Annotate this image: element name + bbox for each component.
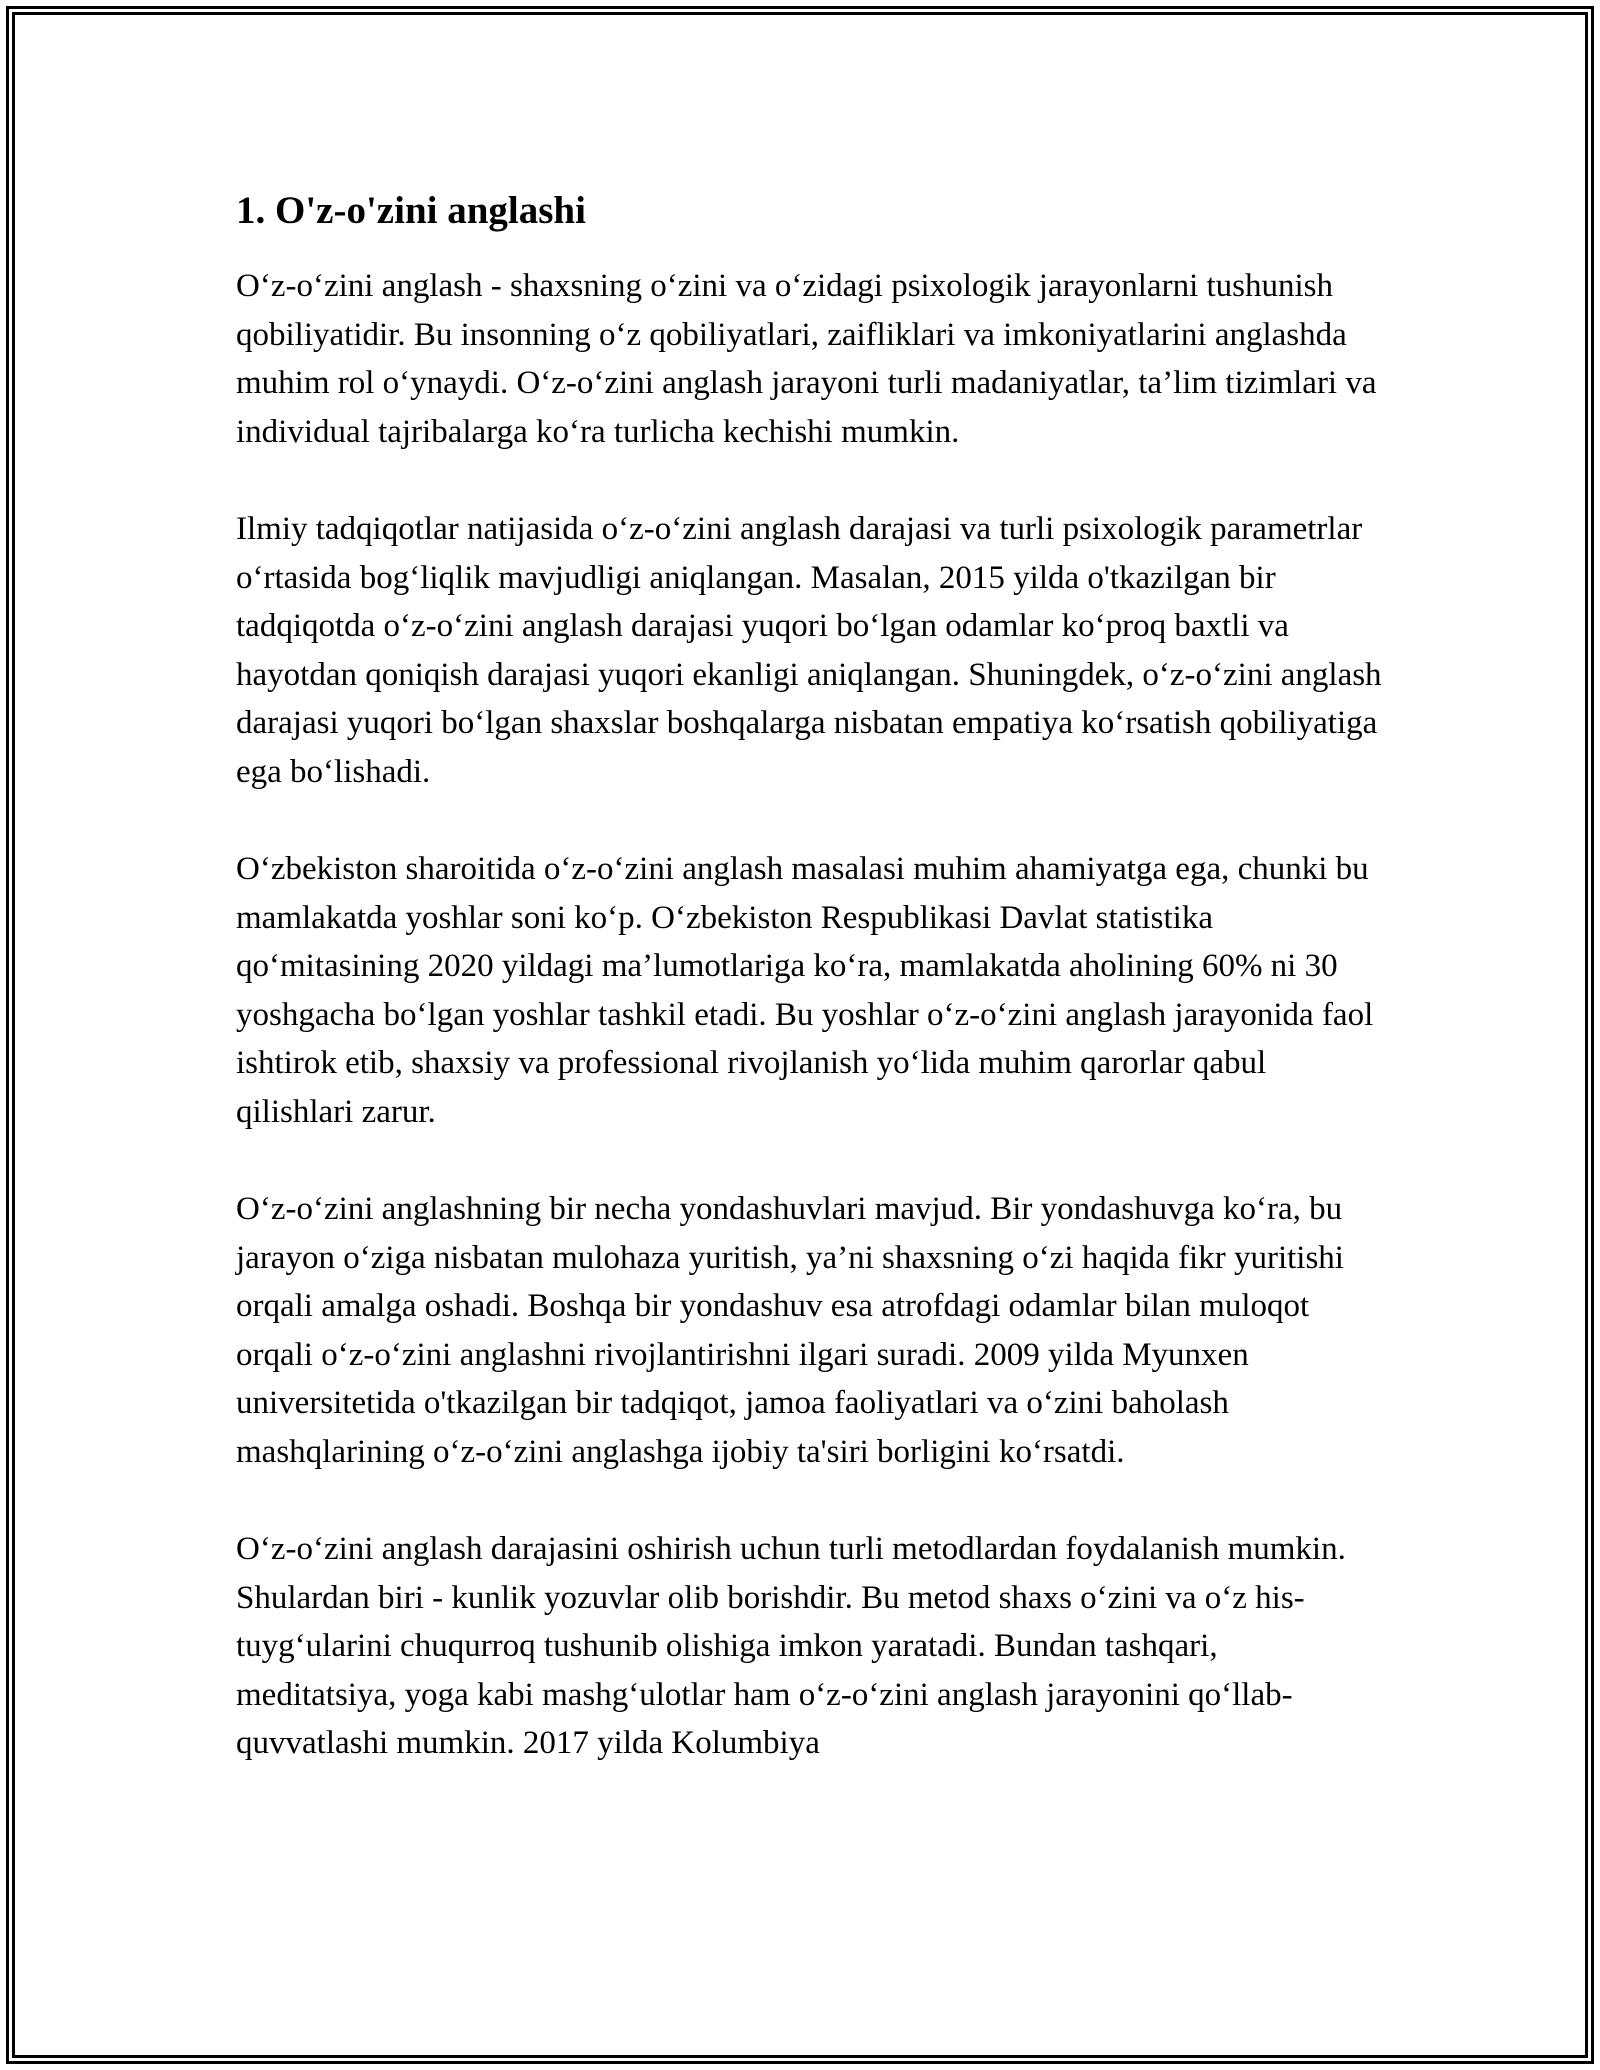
paragraph-5: O‘z-o‘zini anglash darajasini oshirish uchun turli metodlardan foydalanish mumkin. Shulardan biri - kunlik yozuvlar olib borishdir. Bu metod shaxs o‘zini va o‘z his-tuyg‘ularini chuqurroq tushunib olishiga imkon yaratadi. Bundan tashqari, meditatsiya, yoga kabi mashg‘ulotlar ham o‘z-o‘zini anglash jarayonini qo‘llab-quvvatlashi mumkin. 2017 yilda Kolumbiya	[236, 1531, 1346, 1761]
paragraph-1: O‘z-o‘zini anglash - shaxsning o‘zini va o‘zidagi psixologik jarayonlarni tushunish qobiliyatidir. Bu insonning o‘z qobiliyatlari, zaifliklari va imkoniyatlarini anglashda muhim rol o‘ynaydi. O‘z-o‘zini anglash jarayoni turli madaniyatlar, ta’lim tizimlari va individual tajribalarga ko‘ra turlicha kechishi mumkin.	[236, 268, 1377, 450]
paragraph-3: O‘zbekiston sharoitida o‘z-o‘zini anglash masalasi muhim ahamiyatga ega, chunki bu mamlakatda yoshlar soni ko‘p. O‘zbekiston Respublikasi Davlat statistika qo‘mitasining 2020 yildagi ma’lumotlariga ko‘ra, mamlakatda aholining 60% ni 30 yoshgacha bo‘lgan yoshlar tashkil etadi. Bu yoshlar o‘z-o‘zini anglash jarayonida faol ishtirok etib, shaxsiy va professional rivojlanish yo‘lida muhim qarorlar qabul qilishlari zarur.	[236, 851, 1374, 1130]
paragraph-4: O‘z-o‘zini anglashning bir necha yondashuvlari mavjud. Bir yondashuvga ko‘ra, bu jarayon o‘ziga nisbatan mulohaza yuritish, ya’ni shaxsning o‘zi haqida fikr yuritishi orqali amalga oshadi. Boshqa bir yondashuv esa atrofdagi odamlar bilan muloqot orqali o‘z-o‘zini anglashni rivojlantirishni ilgari suradi. 2009 yilda Myunxen universitetida o'tkazilgan bir tadqiqot, jamoa faoliyatlari va o‘zini baholash mashqlarining o‘z-o‘zini anglashga ijobiy ta'siri borligini ko‘rsatdi.	[236, 1191, 1344, 1470]
document-body	[236, 186, 1386, 1817]
section-heading: 1. O'z-o'zini anglashi	[236, 189, 586, 232]
paragraph-2: Ilmiy tadqiqotlar natijasida o‘z-o‘zini anglash darajasi va turli psixologik parametrlar o‘rtasida bog‘liqlik mavjudligi aniqlangan. Masalan, 2015 yilda o'tkazilgan bir tadqiqotda o‘z-o‘zini anglash darajasi yuqori bo‘lgan odamlar ko‘proq baxtli va hayotdan qoniqish darajasi yuqori ekanligi aniqlangan. Shuningdek, o‘z-o‘zini anglash darajasi yuqori bo‘lgan shaxslar boshqalarga nisbatan empatiya ko‘rsatish qobiliyatiga ega bo‘lishadi.	[236, 511, 1382, 790]
